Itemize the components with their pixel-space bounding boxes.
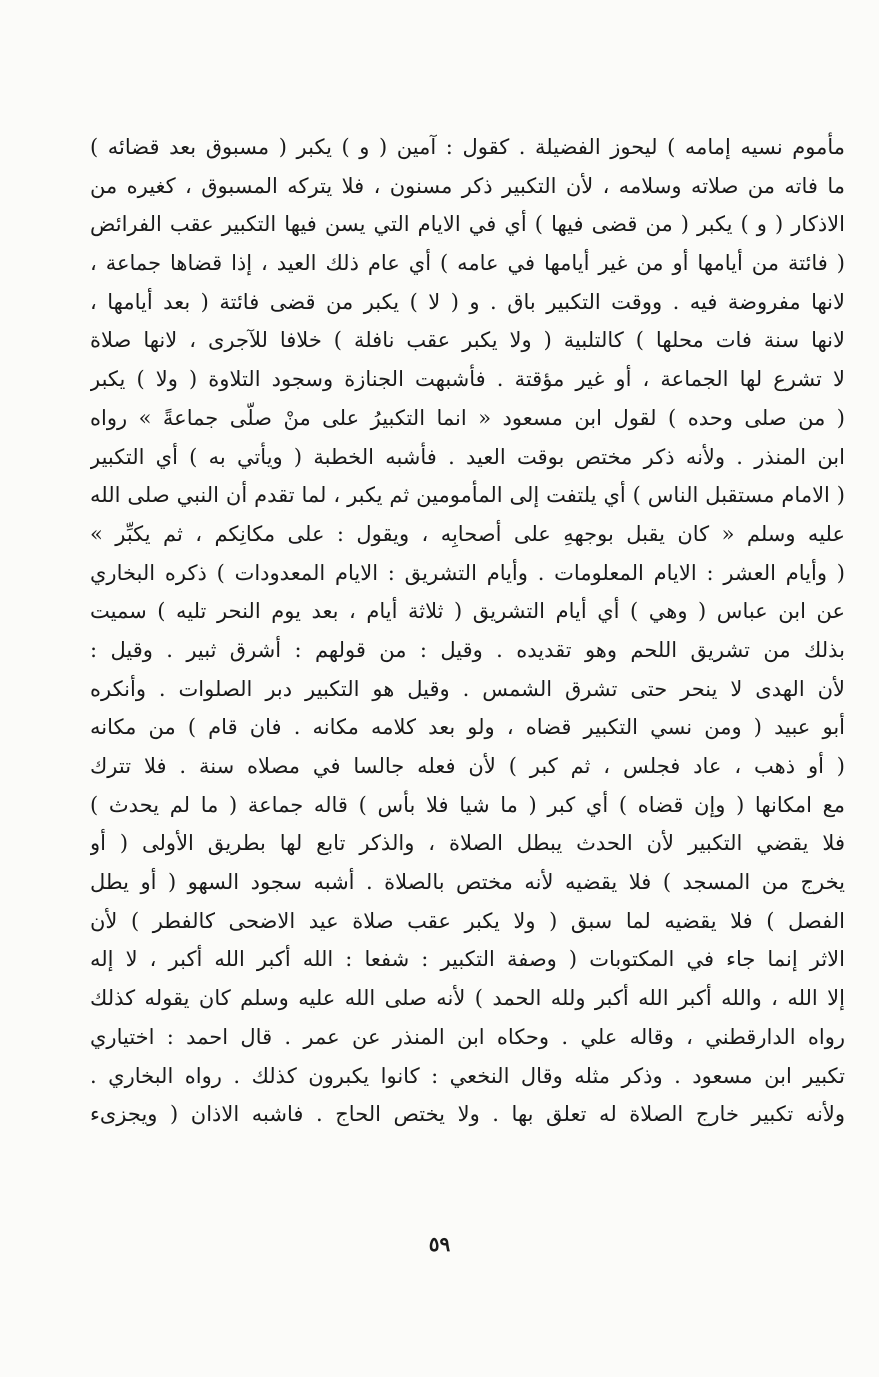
text-line: ( الامام مستقبل الناس ) أي يلتفت إلى المأمومين ثم يكبر ، لما تقدم أن النبي صلى الله [90, 483, 845, 508]
body-text [90, 128, 845, 1134]
text-line: يخرج من المسجد ) فلا يقضيه لأنه مختص بالصلاة . أشبه سجود السهو ( أو يطل [90, 870, 845, 895]
text-line: عليه وسلم « كان يقبل بوجههِ على أصحابِه ، ويقول : على مكانِكم ، ثم يكبِّر » [90, 521, 845, 546]
text-line: لانها مفروضة فيه . ووقت التكبير باق . و ( لا ) يكبر من قضى فائتة ( بعد أيامها ، [90, 289, 845, 314]
text-line: ولأنه تكبير خارج الصلاة له تعلق بها . ولا يختص الحاج . فاشبه الاذان ( ويجزىء [90, 1102, 845, 1127]
text-line: لانها سنة فات محلها ) كالتلبية ( ولا يكبر عقب نافلة ) خلافا للآجرى ، لانها صلاة [90, 328, 845, 353]
text-line: ( وأيام العشر : الايام المعلومات . وأيام التشريق : الايام المعدودات ) ذكره البخاري [90, 560, 845, 585]
text-line: ما فاته من صلاته وسلامه ، لأن التكبير ذكر مسنون ، فلا يتركه المسبوق ، كغيره من [90, 173, 845, 198]
text-line: لا تشرع لها الجماعة ، أو غير مؤقتة . فأشبهت الجنازة وسجود التلاوة ( ولا ) يكبر [90, 367, 845, 392]
text-line: أبو عبيد ( ومن نسي التكبير قضاه ، ولو بعد كلامه مكانه . فان قام ) من مكانه [90, 715, 845, 740]
page-number: ٥٩ [428, 1232, 451, 1256]
text-line: ( من صلى وحده ) لقول ابن مسعود « انما التكبيرُ على منْ صلّى جماعةً » رواه [90, 405, 845, 430]
text-line: مأموم نسيه إمامه ) ليحوز الفضيلة . كقول : آمين ( و ) يكبر ( مسبوق بعد قضائه ) [90, 135, 845, 159]
text-line: الاذكار ( و ) يكبر ( من قضى فيها ) أي في الايام التي يسن فيها التكبير عقب الفرائض [90, 212, 845, 237]
text-line: مع امكانها ( وإن قضاه ) أي كبر ( ما شيا فلا بأس ) قاله جماعة ( ما لم يحدث ) [90, 792, 845, 817]
text-line: لأن الهدى لا ينحر حتى تشرق الشمس . وقيل هو التكبير دبر الصلوات . وأنكره [90, 676, 845, 701]
text-line: ابن المنذر . ولأنه ذكر مختص بوقت العيد . فأشبه الخطبة ( ويأتي به ) أي التكبير [90, 444, 845, 469]
text-line: بذلك من تشريق اللحم وهو تقديده . وقيل : من قولهم : أشرق ثبير . وقيل : [90, 637, 845, 662]
text-line: رواه الدارقطني ، وقاله علي . وحكاه ابن المنذر عن عمر . قال احمد : اختياري [90, 1024, 845, 1049]
text-line: إلا الله ، والله أكبر الله أكبر ولله الحمد ) لأنه صلى الله عليه وسلم كان يقوله كذلك [90, 986, 845, 1011]
text-line: ( فائتة من أيامها أو من غير أيامها في عامه ) أي عام ذلك العيد ، إذا قضاها جماعة ، [90, 251, 845, 276]
text-line: تكبير ابن مسعود . وذكر مثله وقال النخعي : كانوا يكبرون كذلك . رواه البخاري . [90, 1063, 845, 1088]
text-line: فلا يقضي التكبير لأن الحدث يبطل الصلاة ، والذكر تابع لها بطريق الأولى ( أو [90, 831, 845, 856]
text-line: ( أو ذهب ، عاد فجلس ، ثم كبر ) لأن فعله جالسا في مصلاه سنة . فلا تترك [90, 754, 845, 778]
text-line: عن ابن عباس ( وهي ) أي أيام التشريق ( ثلاثة أيام ، بعد يوم النحر تليه ) سميت [90, 599, 845, 624]
text-line: الاثر إنما جاء في المكتوبات ( وصفة التكبير : شفعا : الله أكبر الله أكبر ، لا إله [90, 947, 845, 972]
text-line: الفصل ) فلا يقضيه لما سبق ( ولا يكبر عقب صلاة عيد الاضحى كالفطر ) لأن [90, 908, 845, 933]
